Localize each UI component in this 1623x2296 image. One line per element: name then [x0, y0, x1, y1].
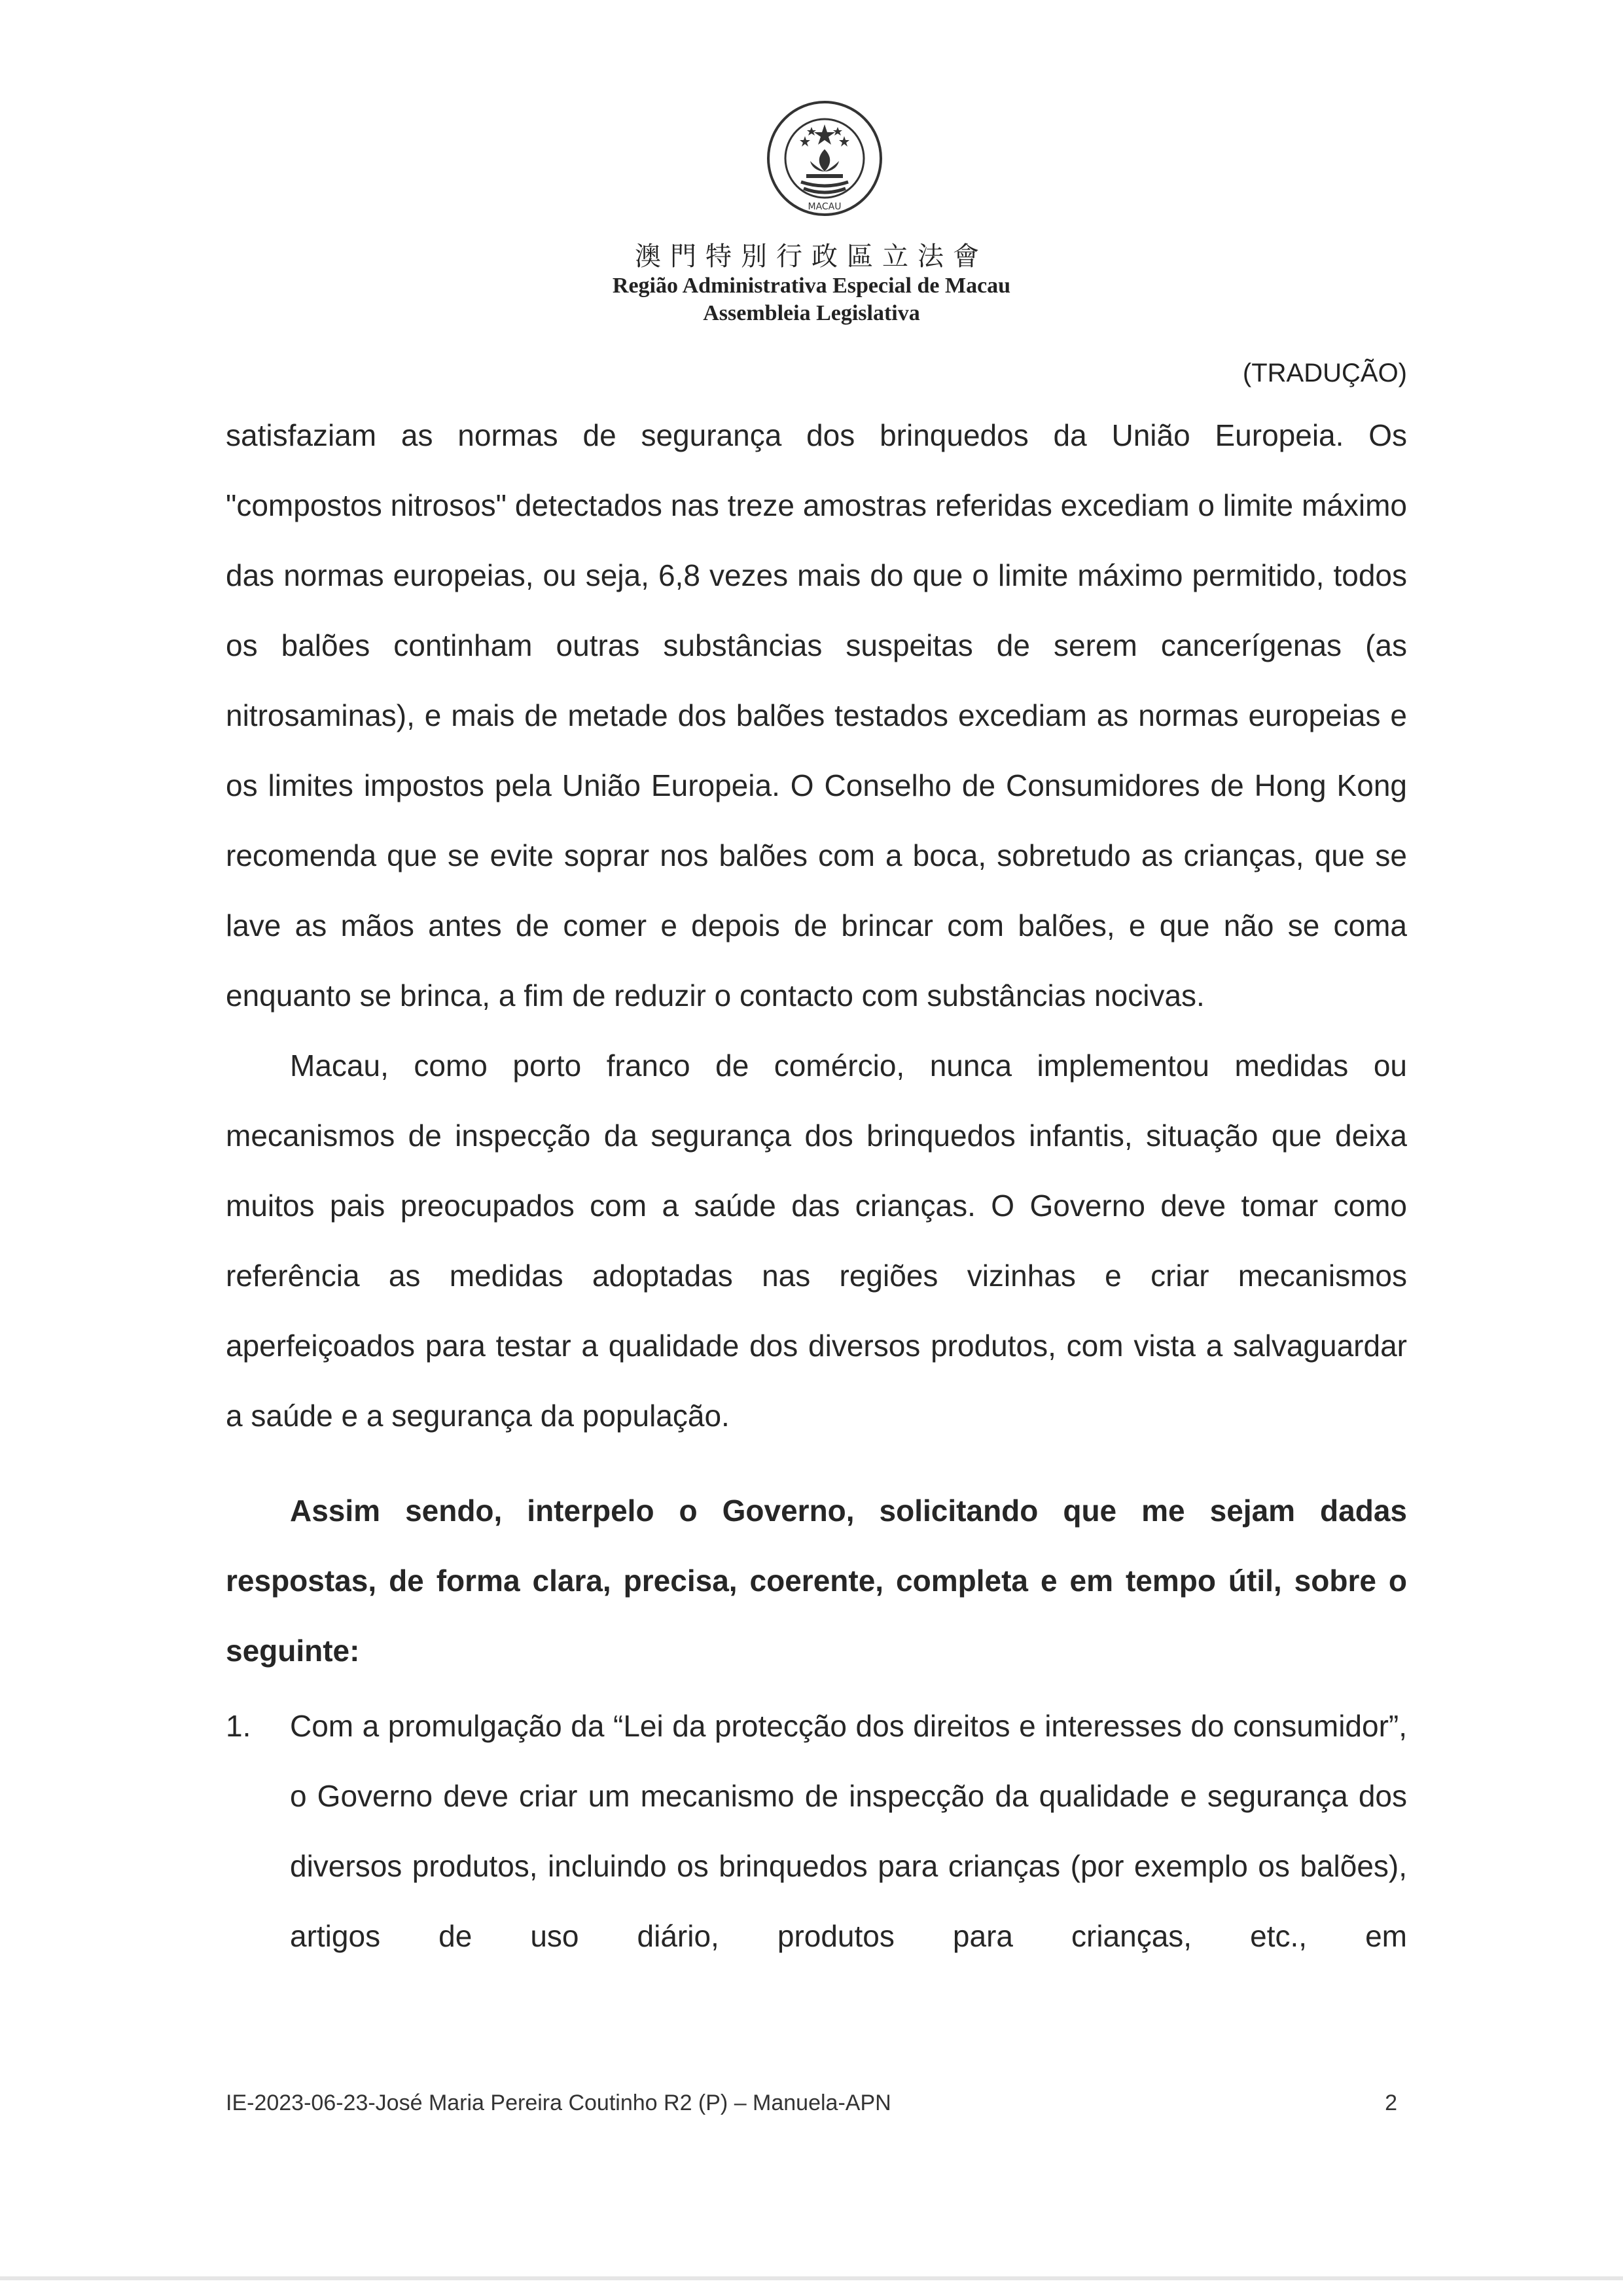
footer-reference: IE-2023-06-23-José Maria Pereira Coutinho R2 (P) – Manuela-APN — [226, 2090, 891, 2115]
header-assembly-name: Assembleia Legislativa — [703, 301, 920, 325]
header-region-name: Região Administrativa Especial de Macau — [612, 274, 1011, 298]
paragraph-2: Macau, como porto franco de comércio, nunca implementou medidas ou mecanismos de inspecção da segurança dos brinquedos infantis, situação que deixa muitos pais preocupados com a saúde das crianças. O Governo deve tomar como referência as medidas adoptadas nas regiões vizinhas e criar mecanismos aperfeiçoados para testar a qualidade dos diversos produtos, com vista a salvaguardar a saúde e a segurança da população. — [226, 1049, 1407, 1433]
translation-label: (TRADUÇÃO) — [1242, 359, 1407, 387]
question-intro: Assim sendo, interpelo o Governo, solicitando que me sejam dadas respostas, de forma clara, precisa, coerente, completa e em tempo útil, sobre o seguinte: — [226, 1494, 1407, 1668]
list-item — [226, 1691, 1407, 2041]
list-item-text: Com a promulgação da “Lei da protecção dos direitos e interesses do consumidor”, o Governo deve criar um mecanismo de inspecção da qualidade e segurança dos diversos produtos, incluindo os brinquedos para crianças (por exemplo os balões), artigos de uso diário, produtos para crianças, etc., em — [290, 1709, 1407, 1953]
scan-edge-divider — [0, 2276, 1623, 2280]
macau-emblem-icon — [764, 98, 885, 219]
header-chinese-title: 澳門特別行政區立法會 — [635, 242, 988, 272]
list-item-number: 1. — [226, 1709, 251, 1743]
paragraph-1: satisfaziam as normas de segurança dos brinquedos da União Europeia. Os "compostos nitrosos" detectados nas treze amostras referidas excediam o limite máximo das normas europeias, ou seja, 6,8 vezes mais do que o limite máximo permitido, todos os balões continham outras substâncias suspeitas de serem cancerígenas (as nitrosaminas), e mais de metade dos balões testados excediam as normas europeias e os limites impostos pela União Europeia. O Conselho de Consumidores de Hong Kong recomenda que se evite soprar nos balões com a boca, sobretudo as crianças, que se lave as mãos antes de comer e depois de brincar com balões, e que não se coma enquanto se brinca, a fim de reduzir o contacto com substâncias nocivas. — [226, 418, 1407, 1013]
emblem-label: MACAU — [808, 202, 842, 212]
document-body — [226, 401, 1407, 2041]
page-number: 2 — [1385, 2090, 1397, 2115]
